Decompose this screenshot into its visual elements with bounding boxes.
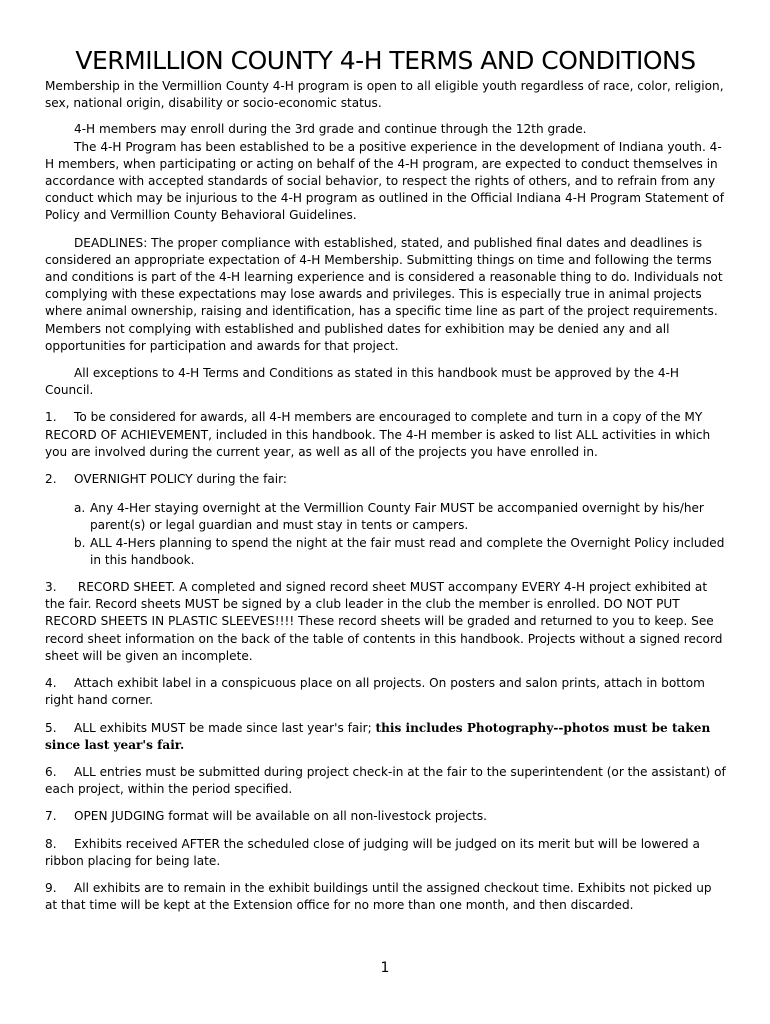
item-number: 9. [45,880,57,895]
item-text: To be considered for awards, all 4-H members are encouraged to complete and turn in a copy of the MY RECORD OF ACHIEVEMENT, included in this handbook. The 4-H member is asked to list ALL activities in which you are involved during the current year, as well as all of the projects you have enrolled in. [45,410,711,459]
sublist-text: ALL 4-Hers planning to spend the night at the fair must read and complete the Overnight Policy included in this handbook. [90,535,725,567]
item-number: 7. [45,809,57,824]
item-number: 2. [45,472,57,487]
list-item-8 [45,836,726,870]
item-text: Attach exhibit label in a conspicuous place on all projects. On posters and salon prints, attach in bottom right hand corner. [45,676,705,708]
enroll-paragraph: 4-H members may enroll during the 3rd grade and continue through the 12th grade. [74,122,587,137]
item-text: OVERNIGHT POLICY during the fair: [74,472,287,487]
item-number: 8. [45,836,57,851]
list-item-1 [45,409,726,461]
exceptions-paragraph: All exceptions to 4-H Terms and Conditions as stated in this handbook must be approved by the 4-H Council. [45,366,680,398]
list-item-4 [45,675,726,709]
list-item-3 [45,579,726,665]
item-number: 4. [45,676,57,691]
page-number: 1 [380,960,390,976]
sublist-text: Any 4-Her staying overnight at the Vermillion County Fair MUST be accompanied overnight by his/her parent(s) or legal guardian and must stay in tents or campers. [90,501,704,533]
list-item-6 [45,764,726,798]
program-paragraph: The 4-H Program has been established to be a positive experience in the development of Indiana youth. 4-H members, when participating or acting on behalf of the 4-H program, are expected to conduct themselves in accordance with accepted standards of social behavior, to respect the rights of others, and to refrain from any conduct which may be injurious to the 4-H program as outlined in the Official Indiana 4-H Program Statement of Policy and Vermillion County Behavioral Guidelines. [45,139,724,223]
sublist-mark: a. [74,501,86,516]
list-item-2 [45,471,726,488]
intro-paragraph: Membership in the Vermillion County 4-H program is open to all eligible youth regardless of race, color, religion, sex, national origin, disability or socio-economic status. [45,79,724,111]
item-text: OPEN JUDGING format will be available on all non-livestock projects. [74,809,488,824]
list-item-7 [45,808,726,825]
item-text: ALL exhibits MUST be made since last year's fair; [74,720,376,735]
sublist-item-a [74,500,726,534]
item-text: Exhibits received AFTER the scheduled close of judging will be judged on its merit but will be lowered a ribbon placing for being late. [45,836,700,868]
item-text: RECORD SHEET. A completed and signed record sheet MUST accompany EVERY 4-H project exhibited at the fair. Record sheets MUST be signed by a club leader in the club the member is enrolled. DO NOT PUT RECORD SHEETS IN PLASTIC SLEEVES!!!! These record sheets will be graded and returned to you to keep. See record sheet information on the back of the table of contents in this handbook. Projects without a signed record sheet will be given an incomplete. [45,580,723,663]
overnight-sublist [45,500,726,569]
page-title: VERMILLION COUNTY 4-H TERMS AND CONDITIONS [75,46,696,75]
item-number: 3. [45,580,57,595]
item-text: ALL entries must be submitted during project check-in at the fair to the superintendent (or the assistant) of each project, within the period specified. [45,764,726,797]
item-number: 6. [45,764,57,779]
item-number: 1. [45,410,57,425]
item-text: All exhibits are to remain in the exhibit buildings until the assigned checkout time. Exhibits not picked up at that time will be kept at the Extension office for no more than one month, and then discarded. [45,880,712,913]
item-bold-text: this includes Photography--photos must be taken since last year's fair. [45,720,711,752]
list-item-5 [45,720,726,754]
sublist-mark: b. [74,535,86,550]
sublist-item-b [74,535,726,569]
deadlines-paragraph: DEADLINES: The proper compliance with established, stated, and published final dates and deadlines is considered an appropriate expectation of 4-H Membership. Submitting things on time and following the terms and conditions is part of the 4-H learning experience and is considered a reasonable thing to do. Individuals not complying with these expectations may lose awards and privileges. This is especially true in animal projects where animal ownership, raising and identification, has a specific time line as part of the project requirements. Members not complying with established and published dates for exhibition may be denied any and all opportunities for participation and awards for that project. [45,235,723,353]
item-number: 5. [45,720,57,735]
list-item-9 [45,880,726,914]
